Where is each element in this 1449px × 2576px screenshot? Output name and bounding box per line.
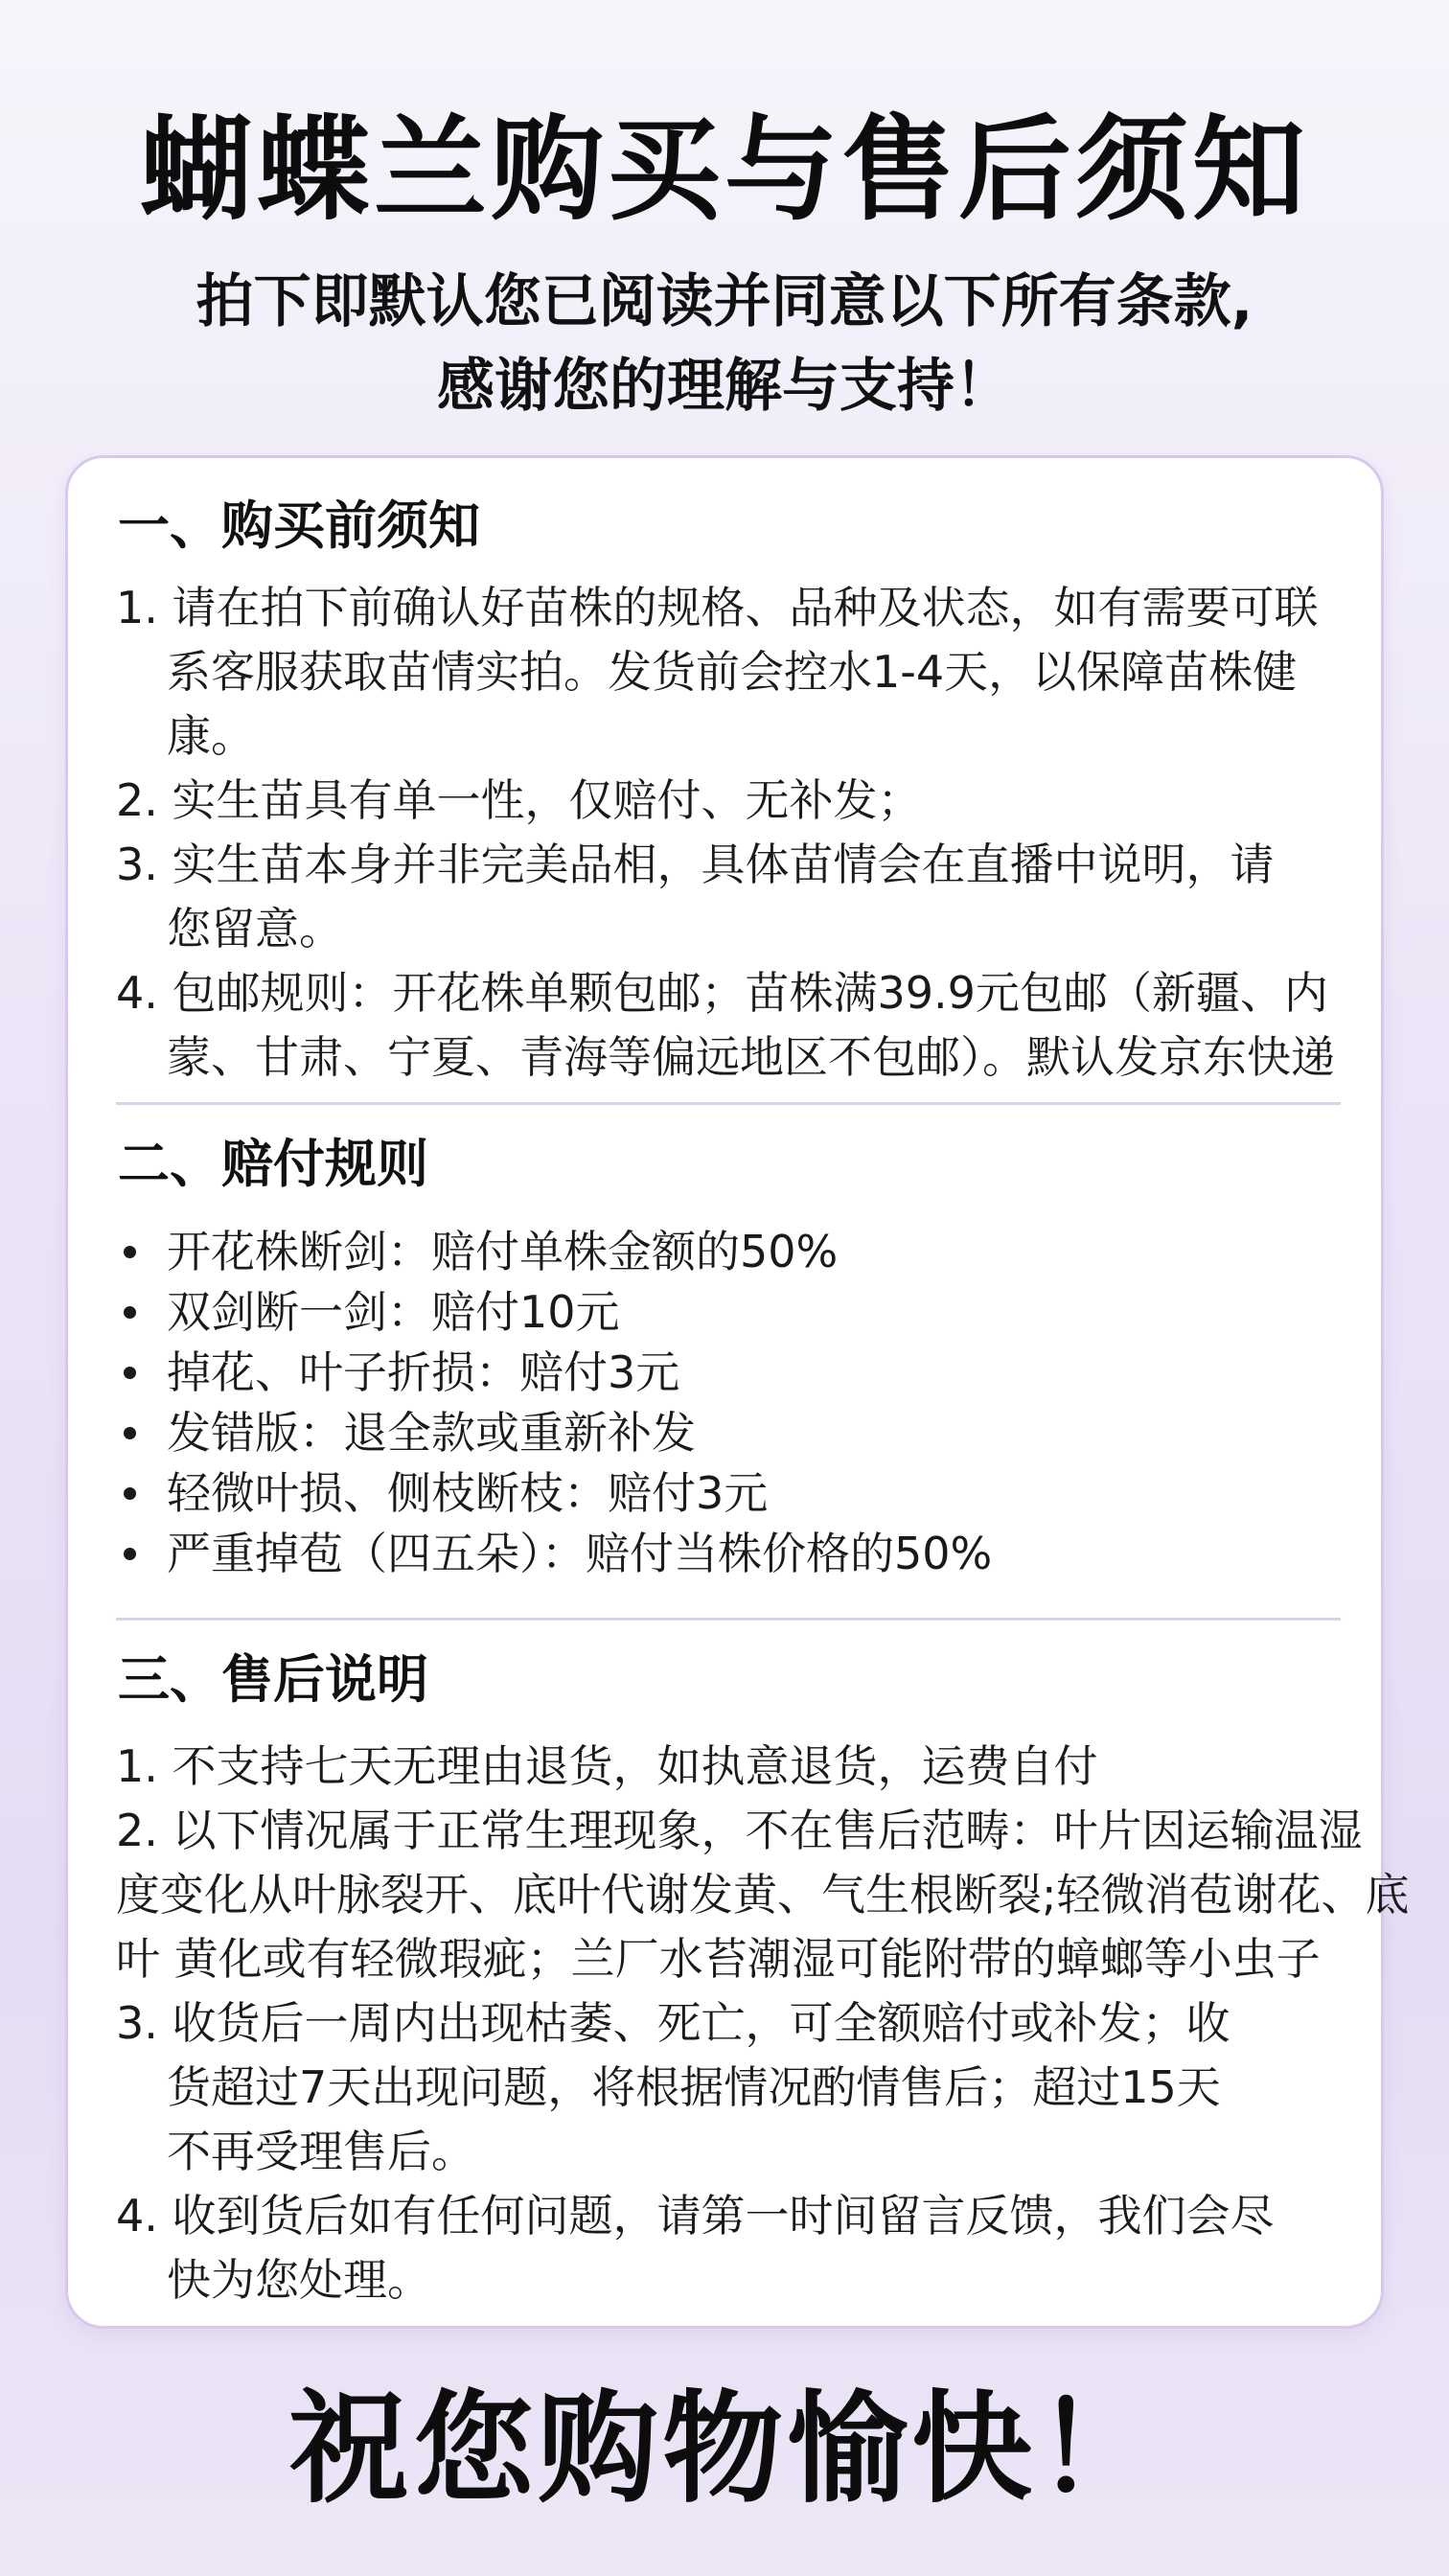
- section-heading-purchase: 一、购买前须知: [118, 495, 480, 556]
- bullet-icon: [124, 1487, 136, 1500]
- notice-card: [65, 455, 1410, 2329]
- section-divider: [116, 1618, 1341, 1621]
- after-sales-item-2-line-3: 叶 黄化或有轻微瑕疵；兰厂水苔潮湿可能附带的蟑螂等小虫子: [116, 1933, 1321, 1985]
- after-sales-item-2-line-1: 2. 以下情况属于正常生理现象，不在售后范畴：叶片因运输温湿: [116, 1805, 1363, 1856]
- subtitle-line-2: 感谢您的理解与支持！: [437, 353, 1012, 420]
- compensation-rule: 开花株断剑：赔付单株金额的50%: [167, 1226, 839, 1277]
- bullet-icon: [124, 1246, 136, 1258]
- compensation-rule: 双剑断一剑：赔付10元: [167, 1286, 620, 1338]
- after-sales-item-3-line-1: 3. 收货后一周内出现枯萎、死亡，可全额赔付或补发；收: [116, 1997, 1230, 2049]
- bullet-icon: [124, 1427, 136, 1439]
- purchase-item-3-line-1: 3. 实生苗本身并非完美品相，具体苗情会在直播中说明，请: [116, 839, 1275, 890]
- purchase-item-1-line-3: 康。: [167, 710, 255, 762]
- bullet-icon: [124, 1306, 136, 1319]
- purchase-item-1-line-2: 系客服获取苗情实拍。发货前会控水1-4天，以保障苗株健: [167, 646, 1298, 698]
- purchase-item-1-line-1: 1. 请在拍下前确认好苗株的规格、品种及状态，如有需要可联: [116, 582, 1319, 633]
- after-sales-item-4-line-1: 4. 收到货后如有任何问题，请第一时间留言反馈，我们会尽: [116, 2190, 1275, 2242]
- page-title: 蝴蝶兰购买与售后须知: [139, 104, 1309, 236]
- section-heading-compensation: 二、赔付规则: [118, 1134, 428, 1194]
- after-sales-item-1-line-1: 1. 不支持七天无理由退货，如执意退货，运费自付: [116, 1740, 1098, 1792]
- compensation-rule: 严重掉苞（四五朵）：赔付当株价格的50%: [167, 1528, 993, 1579]
- after-sales-item-4-line-2: 快为您处理。: [167, 2254, 431, 2306]
- subtitle-line-1: 拍下即默认您已阅读并同意以下所有条款,: [196, 268, 1254, 335]
- after-sales-item-3-line-3: 不再受理售后。: [167, 2126, 475, 2177]
- section-heading-after-sales: 三、售后说明: [118, 1649, 428, 1710]
- after-sales-item-3-line-2: 货超过7天出现问题，将根据情况酌情售后；超过15天: [167, 2061, 1221, 2113]
- purchase-item-2-line-1: 2. 实生苗具有单一性，仅赔付、无补发；: [116, 774, 922, 826]
- compensation-rule: 掉花、叶子折损：赔付3元: [167, 1346, 680, 1398]
- purchase-item-3-line-2: 您留意。: [167, 903, 343, 954]
- after-sales-item-2-line-2: 度变化从叶脉裂开、底叶代谢发黄、气生根断裂;轻微消苞谢花、底: [116, 1869, 1410, 1920]
- bullet-icon: [124, 1548, 136, 1560]
- purchase-item-4-line-1: 4. 包邮规则：开花株单颗包邮；苗株满39.9元包邮（新疆、内: [116, 967, 1328, 1019]
- bullet-icon: [124, 1367, 136, 1379]
- section-divider: [116, 1102, 1341, 1105]
- purchase-item-4-line-2: 蒙、甘肃、宁夏、青海等偏远地区不包邮）。默认发京东快递: [167, 1031, 1335, 1083]
- compensation-rule: 发错版：退全款或重新补发: [167, 1407, 696, 1459]
- compensation-rule: 轻微叶损、侧枝断枝：赔付3元: [167, 1467, 769, 1519]
- closing-message: 祝您购物愉快！: [288, 2379, 1161, 2519]
